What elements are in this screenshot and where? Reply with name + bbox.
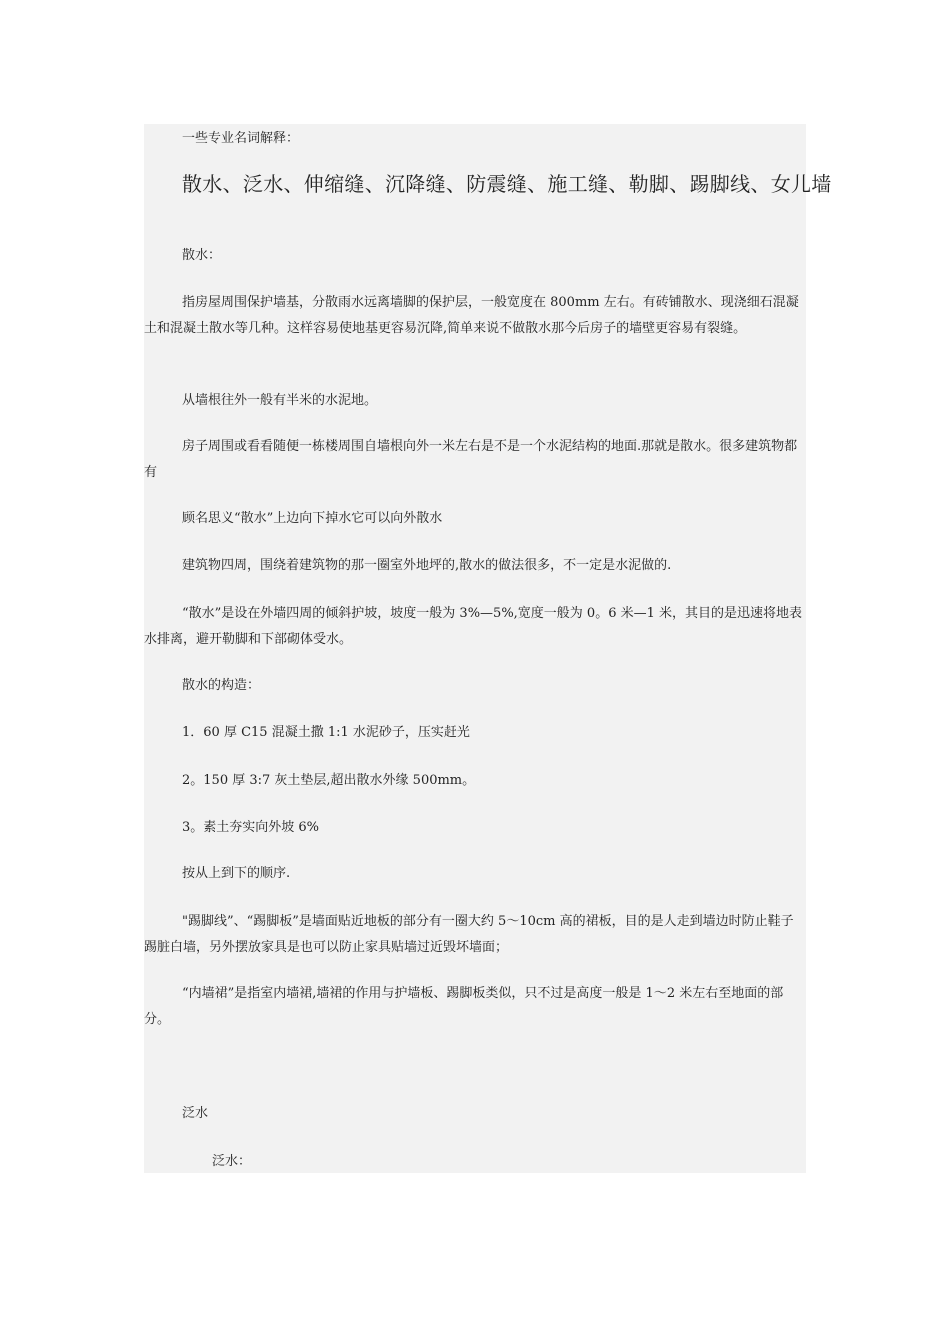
section-fanshui-title: 泛水 bbox=[182, 1106, 209, 1121]
paragraph-building-surroundings: 房子周围或看看随便一栋楼周围自墙根向外一米左右是不是一个水泥结构的地面.那就是散水。很多建筑物都有 bbox=[144, 439, 798, 480]
paragraph-dado: “内墙裙”是指室内墙裙,墙裙的作用与护墙板、踢脚板类似，只不过是高度一般是 1～2 米左右至地面的部分。 bbox=[144, 986, 784, 1027]
paragraph-skirting: "踢脚线”、“踢脚板”是墙面贴近地板的部分有一圈大约 5～10cm 高的裙板，目的是人走到墙边时防止鞋子踢脏白墙，另外摆放家具是也可以防止家具贴墙过近毁坏墙面； bbox=[144, 914, 794, 955]
terms-heading: 散水、泛水、伸缩缝、沉降缝、防震缝、施工缝、勒脚、踢脚线、女儿墙 bbox=[182, 172, 832, 196]
section-sanshui-title: 散水： bbox=[182, 248, 222, 263]
order-note: 按从上到下的顺序. bbox=[182, 866, 291, 881]
paragraph-definition: 指房屋周围保护墙基，分散雨水远离墙脚的保护层，一般宽度在 800mm 左右。有砖铺散水、现浇细石混凝土和混凝土散水等几种。这样容易使地基更容易沉降,简单来说不做散水那今后房子的墙壁更容易有裂缝。 bbox=[144, 295, 799, 336]
paragraph-ground: 建筑物四周，围绕着建筑物的那一圈室外地坪的,散水的做法很多，不一定是水泥做的. bbox=[182, 558, 672, 573]
document-content bbox=[144, 124, 832, 1173]
construction-step-3: 3。素土夯实向外坡 6% bbox=[182, 820, 320, 835]
construction-step-1: 1．60 厚 C15 混凝土撒 1:1 水泥砂子，压实赶光 bbox=[182, 725, 470, 740]
paragraph-half-meter: 从墙根往外一般有半米的水泥地。 bbox=[182, 393, 378, 408]
construction-title: 散水的构造： bbox=[182, 678, 261, 693]
intro-line: 一些专业名词解释： bbox=[182, 131, 300, 146]
fanshui-label: 泛水： bbox=[212, 1154, 252, 1169]
construction-step-2: 2。150 厚 3:7 灰土垫层,超出散水外缘 500mm。 bbox=[182, 773, 476, 788]
paragraph-meaning: 顾名思义“散水”上边向下掉水它可以向外散水 bbox=[182, 511, 443, 526]
paragraph-slope: “散水”是设在外墙四周的倾斜护坡，坡度一般为 3%—5%,宽度一般为 0。6 米—1 米，其目的是迅速将地表水排离，避开勒脚和下部砌体受水。 bbox=[144, 606, 803, 647]
